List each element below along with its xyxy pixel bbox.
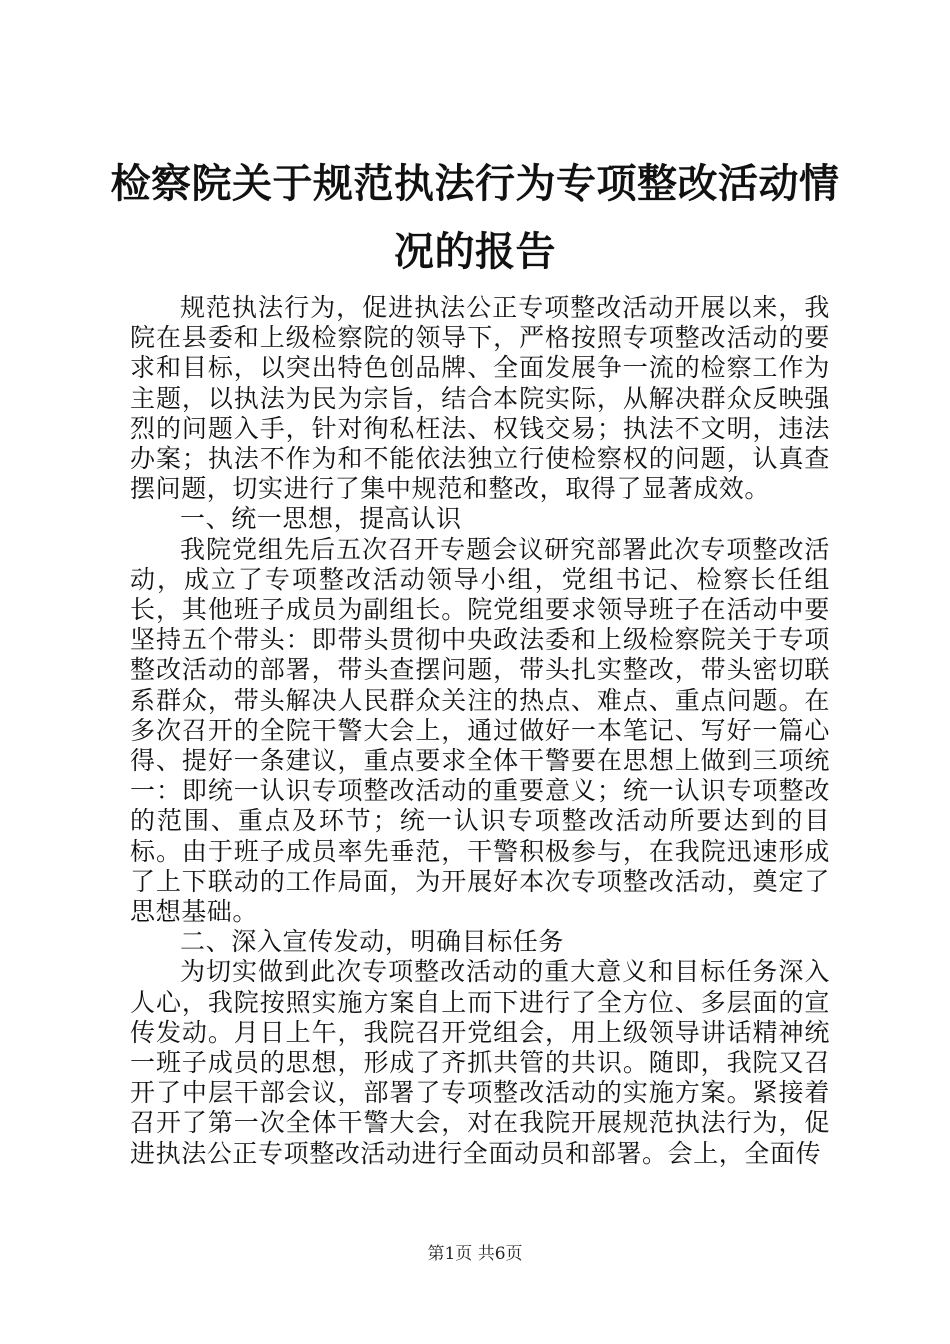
intro-paragraph: 规范执法行为，促进执法公正专项整改活动开展以来，我院在县委和上级检察院的领导下，严格按照专项整改活动的要求和目标，以突出特色创品牌、全面发展争一流的检察工作为主题，以执法为民为宗旨，结合本院实际，从解决群众反映强烈的问题入手，针对徇私枉法、权钱交易；执法不文明，违法办案；执法不作为和不能依法独立行使检察权的问题，认真查摆问题，切实进行了集中规范和整改，取得了显著成效。 (130, 293, 830, 504)
page-number-footer: 第1页 共6页 (427, 1244, 523, 1264)
section-heading-1: 一、统一思想，提高认识 (180, 504, 462, 534)
section-heading-2: 二、深入宣传发动，明确目标任务 (180, 927, 565, 957)
document-title: 检察院关于规范执法行为专项整改活动情况的报告 (110, 160, 840, 275)
section-1-paragraph: 我院党组先后五次召开专题会议研究部署此次专项整改活动，成立了专项整改活动领导小组，党组书记、检察长任组长，其他班子成员为副组长。院党组要求领导班子在活动中要坚持五个带头：即带头贯彻中央政法委和上级检察院关于专项整改活动的部署，带头查摆问题，带头扎实整改，带头密切联系群众，带头解决人民群众关注的热点、难点、重点问题。在多次召开的全院干警大会上，通过做好一本笔记、写好一篇心得、提好一条建议，重点要求全体干警要在思想上做到三项统一：即统一认识专项整改活动的重要意义；统一认识专项整改的范围、重点及环节；统一认识专项整改活动所要达到的目标。由于班子成员率先垂范，干警积极参与，在我院迅速形成了上下联动的工作局面，为开展好本次专项整改活动，奠定了思想基础。 (130, 534, 830, 927)
document-body (130, 293, 830, 1169)
section-2-paragraph: 为切实做到此次专项整改活动的重大意义和目标任务深入人心，我院按照实施方案自上而下进行了全方位、多层面的宣传发动。月日上午，我院召开党组会，用上级领导讲话精神统一班子成员的思想，形成了齐抓共管的共识。随即，我院又召开了中层干部会议，部署了专项整改活动的实施方案。紧接着召开了第一次全体干警大会，对在我院开展规范执法行为，促进执法公正专项整改活动进行全面动员和部署。会上，全面传 (130, 957, 830, 1168)
